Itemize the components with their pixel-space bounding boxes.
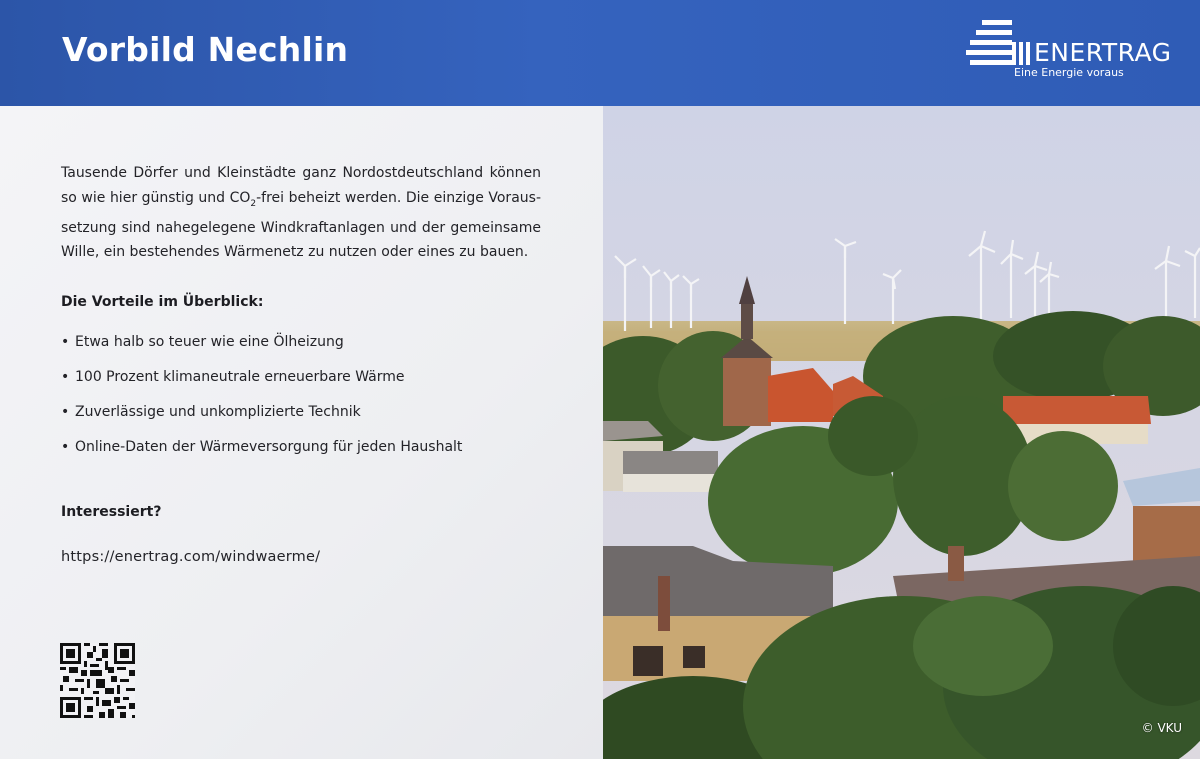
intro-paragraph [61, 161, 541, 265]
brand-tagline: Eine Energie voraus [1014, 66, 1124, 79]
website-link[interactable]: https://enertrag.com/windwaerme/ [61, 549, 321, 565]
intro-text-start: Tausende Dörfer und Kleinstädte ganz Nordostdeutschland können so wie hier günstig und CO [61, 165, 541, 206]
list-item: • Zuverlässige und unkomplizierte Technik [61, 404, 361, 420]
page-title: Vorbild Nechlin [62, 30, 349, 69]
village-photo [603, 106, 1200, 759]
benefits-list [61, 334, 462, 474]
co2-subscript: 2 [250, 198, 257, 209]
intro-text-end: -frei beheizt werden. Die einzige Voraussetzung sind nahegelegene Windkraftanlagen und der gemeinsame Wille, ein bestehendes Wärmenetz zu nutzen oder eines zu bauen. [61, 189, 541, 261]
qr-code-icon[interactable] [60, 643, 135, 718]
brand-name: ENERTRAG [1034, 38, 1172, 67]
bullet-icon: • [61, 369, 70, 385]
cta-heading: Interessiert? [61, 504, 162, 520]
list-item: • 100 Prozent klimaneutrale erneuerbare Wärme [61, 369, 405, 385]
enertrag-logo-icon [966, 20, 1030, 72]
brand-logo [966, 20, 1172, 82]
list-item: • Etwa halb so teuer wie eine Ölheizung [61, 334, 344, 350]
bullet-icon: • [61, 334, 70, 350]
list-item: • Online-Daten der Wärmeversorgung für jeden Haushalt [61, 439, 463, 455]
photo-credit: © VKU [1141, 721, 1182, 735]
header-banner [0, 0, 1200, 106]
benefits-heading: Die Vorteile im Überblick: [61, 294, 264, 310]
text-panel [0, 106, 603, 759]
bullet-icon: • [61, 404, 70, 420]
bullet-icon: • [61, 439, 70, 455]
village-scene-image [603, 106, 1200, 759]
